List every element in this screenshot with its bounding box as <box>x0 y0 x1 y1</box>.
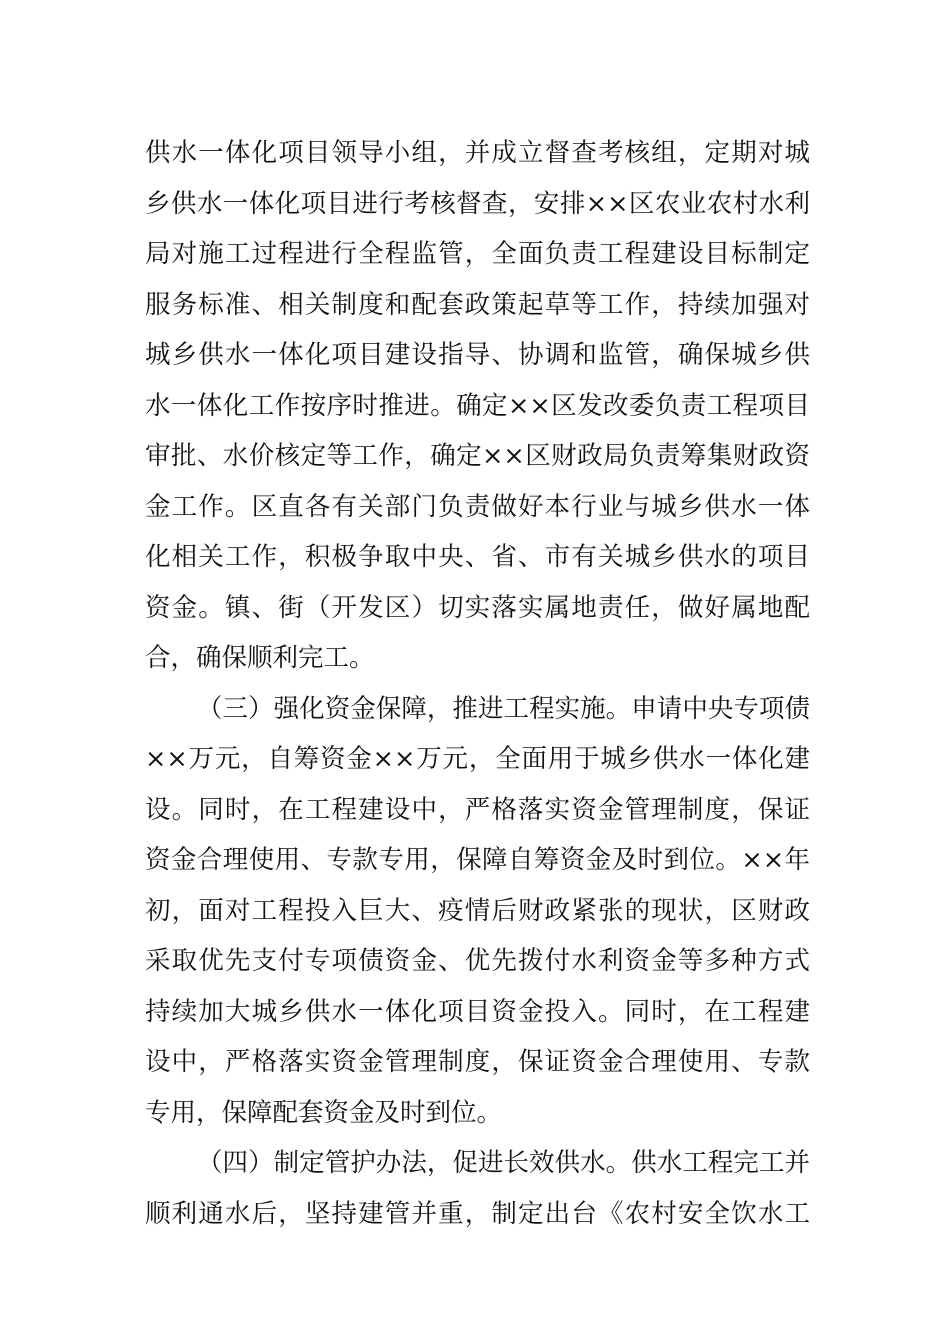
text-line: ××万元，自筹资金××万元，全面用于城乡供水一体化建 <box>145 744 810 774</box>
text-line: 专用，保障配套资金及时到位。 <box>145 1097 503 1128</box>
text-line: 设。同时，在工程建设中，严格落实资金管理制度，保证 <box>145 794 810 825</box>
text-line: 水一体化工作按序时推进。确定××区发改委负责工程项目 <box>145 390 810 421</box>
text-line: 设中，严格落实资金管理制度，保证资金合理使用、专款 <box>145 1047 810 1077</box>
body-text <box>145 128 810 1239</box>
text-line: 审批、水价核定等工作，确定××区财政局负责筹集财政资 <box>145 441 810 471</box>
text-line: 金工作。区直各有关部门负责做好本行业与城乡供水一体 <box>145 491 810 522</box>
text-line: 局对施工过程进行全程监管，全面负责工程建设目标制定 <box>145 239 810 269</box>
text-line: 采取优先支付专项债资金、优先拨付水利资金等多种方式 <box>145 946 810 976</box>
text-line: 合，确保顺利完工。 <box>145 643 375 673</box>
text-line: 资金合理使用、专款专用，保障自筹资金及时到位。××年 <box>145 845 810 875</box>
text-line: 供水一体化项目领导小组，并成立督查考核组，定期对城 <box>145 138 810 168</box>
text-line: 资金。镇、街（开发区）切实落实属地责任，做好属地配 <box>145 592 810 623</box>
text-line: 持续加大城乡供水一体化项目资金投入。同时，在工程建 <box>145 996 810 1027</box>
text-line: 初，面对工程投入巨大、疫情后财政紧张的现状，区财政 <box>145 895 810 926</box>
text-line: 城乡供水一体化项目建设指导、协调和监管，确保城乡供 <box>145 340 810 370</box>
text-line: 顺利通水后，坚持建管并重，制定出台《农村安全饮水工 <box>145 1198 810 1229</box>
text-line: 服务标准、相关制度和配套政策起草等工作，持续加强对 <box>145 289 810 320</box>
section-heading-line: （四）制定管护办法，促进长效供水。供水工程完工并 <box>197 1148 810 1178</box>
text-line: 乡供水一体化项目进行考核督查，安排××区农业农村水利 <box>145 188 810 219</box>
text-line: 化相关工作，积极争取中央、省、市有关城乡供水的项目 <box>145 542 810 572</box>
section-heading-line: （三）强化资金保障，推进工程实施。申请中央专项债 <box>197 693 810 724</box>
